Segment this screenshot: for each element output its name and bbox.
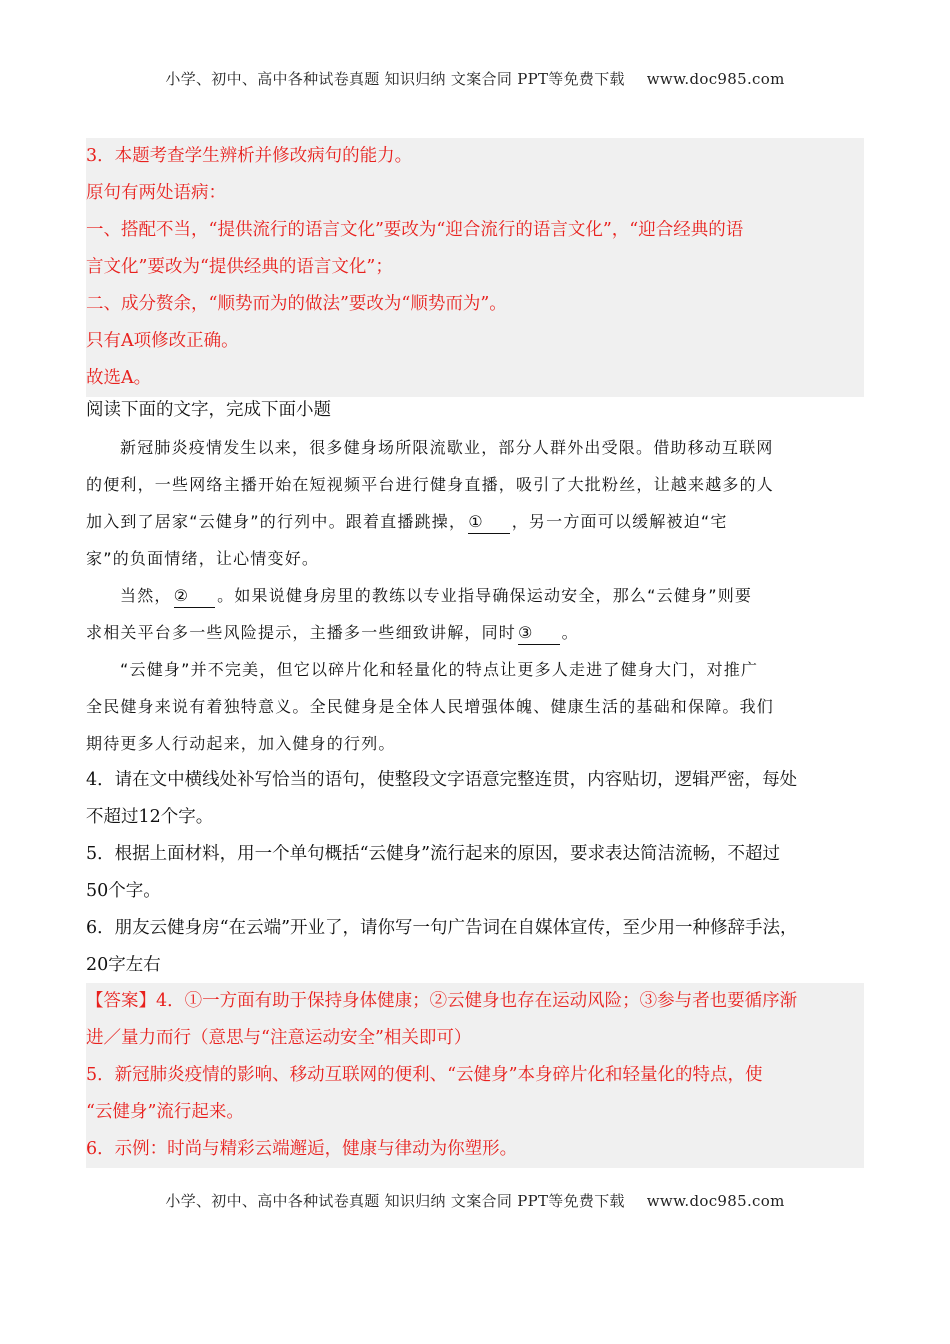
question-line: 6．朋友云健身房“在云端”开业了，请你写一句广告词在自媒体宣传，至少用一种修辞手法， — [86, 918, 798, 938]
question-line: 50个字。 — [86, 881, 161, 901]
blank-1: ① — [468, 511, 510, 534]
footer-text: 小学、初中、高中各种试卷真题 知识归纳 文案合同 PPT等免费下载 — [165, 1192, 625, 1210]
answer-line: 5．新冠肺炎疫情的影响、移动互联网的便利、“云健身”本身碎片化和轻量化的特点，使 — [86, 1065, 763, 1085]
answer-line: 进／量力而行（意思与“注意运动安全”相关即可） — [86, 1028, 472, 1048]
answer-line: “云健身”流行起来。 — [86, 1102, 244, 1122]
passage-line: 的便利，一些网络主播开始在短视频平台进行健身直播，吸引了大批粉丝，让越来越多的人 — [86, 475, 775, 494]
analysis-line: 原句有两处语病： — [86, 183, 226, 203]
question-line: 5．根据上面材料，用一个单句概括“云健身”流行起来的原因，要求表达简洁流畅，不超过 — [86, 844, 781, 864]
analysis-line: 言文化”要改为“提供经典的语言文化”； — [86, 257, 393, 277]
header-site: www.doc985.com — [646, 70, 785, 88]
analysis-line: 3．本题考查学生辨析并修改病句的能力。 — [86, 146, 413, 166]
answer-line — [86, 983, 864, 1020]
page-header — [0, 68, 950, 89]
analysis-line: 只有A项修改正确。 — [86, 331, 239, 351]
passage-text: 求相关平台多一些风险提示，主播多一些细致讲解，同时 — [86, 623, 517, 642]
header-text: 小学、初中、高中各种试卷真题 知识归纳 文案合同 PPT等免费下载 — [165, 70, 625, 88]
questions — [86, 762, 864, 984]
passage-text: 当然， — [120, 586, 172, 605]
passage — [86, 429, 864, 762]
passage-line: 家”的负面情绪，让心情变好。 — [86, 549, 320, 568]
answer-line: 6．示例：时尚与精彩云端邂逅，健康与律动为你塑形。 — [86, 1139, 518, 1159]
page-footer — [0, 1190, 950, 1211]
question-line: 4．请在文中横线处补写恰当的语句，使整段文字语意完整连贯，内容贴切，逻辑严密，每处 — [86, 770, 798, 790]
passage-line — [86, 577, 864, 614]
analysis-line: 一、搭配不当，“提供流行的语言文化”要改为“迎合流行的语言文化”，“迎合经典的语 — [86, 220, 744, 240]
passage-line: 新冠肺炎疫情发生以来，很多健身场所限流歇业，部分人群外出受限。借助移动互联网 — [120, 438, 774, 457]
passage-line: 全民健身来说有着独特意义。全民健身是全体人民增强体魄、健康生活的基础和保障。我们 — [86, 697, 775, 716]
analysis-line: 二、成分赘余，“顺势而为的做法”要改为“顺势而为”。 — [86, 294, 507, 314]
analysis-3-block — [86, 138, 864, 397]
passage-text: 加入到了居家“云健身”的行列中。跟着直播跳操， — [86, 512, 467, 531]
footer-site: www.doc985.com — [646, 1192, 785, 1210]
blank-2: ② — [174, 585, 216, 608]
blank-3: ③ — [518, 622, 560, 645]
passage-text: ，另一方面可以缓解被迫“宅 — [511, 512, 728, 531]
passage-text: 。 — [561, 623, 579, 642]
passage-line: “云健身”并不完美，但它以碎片化和轻量化的特点让更多人走进了健身大门，对推广 — [120, 660, 759, 679]
analysis-line: 故选A。 — [86, 368, 152, 388]
answer-block — [86, 983, 864, 1168]
question-line: 20字左右 — [86, 955, 161, 975]
passage-line — [86, 614, 864, 651]
prompt-text: 阅读下面的文字，完成下面小题 — [86, 400, 331, 420]
question-line: 不超过12个字。 — [86, 807, 214, 827]
passage-line: 期待更多人行动起来，加入健身的行列。 — [86, 734, 396, 753]
reading-prompt — [86, 392, 864, 429]
passage-text: 。如果说健身房里的教练以专业指导确保运动安全，那么“云健身”则要 — [217, 586, 753, 605]
answer-label: 【答案】 — [86, 991, 156, 1011]
passage-line — [86, 503, 864, 540]
answer-text: 4．①一方面有助于保持身体健康；②云健身也存在运动风险；③参与者也要循序渐 — [156, 991, 798, 1011]
